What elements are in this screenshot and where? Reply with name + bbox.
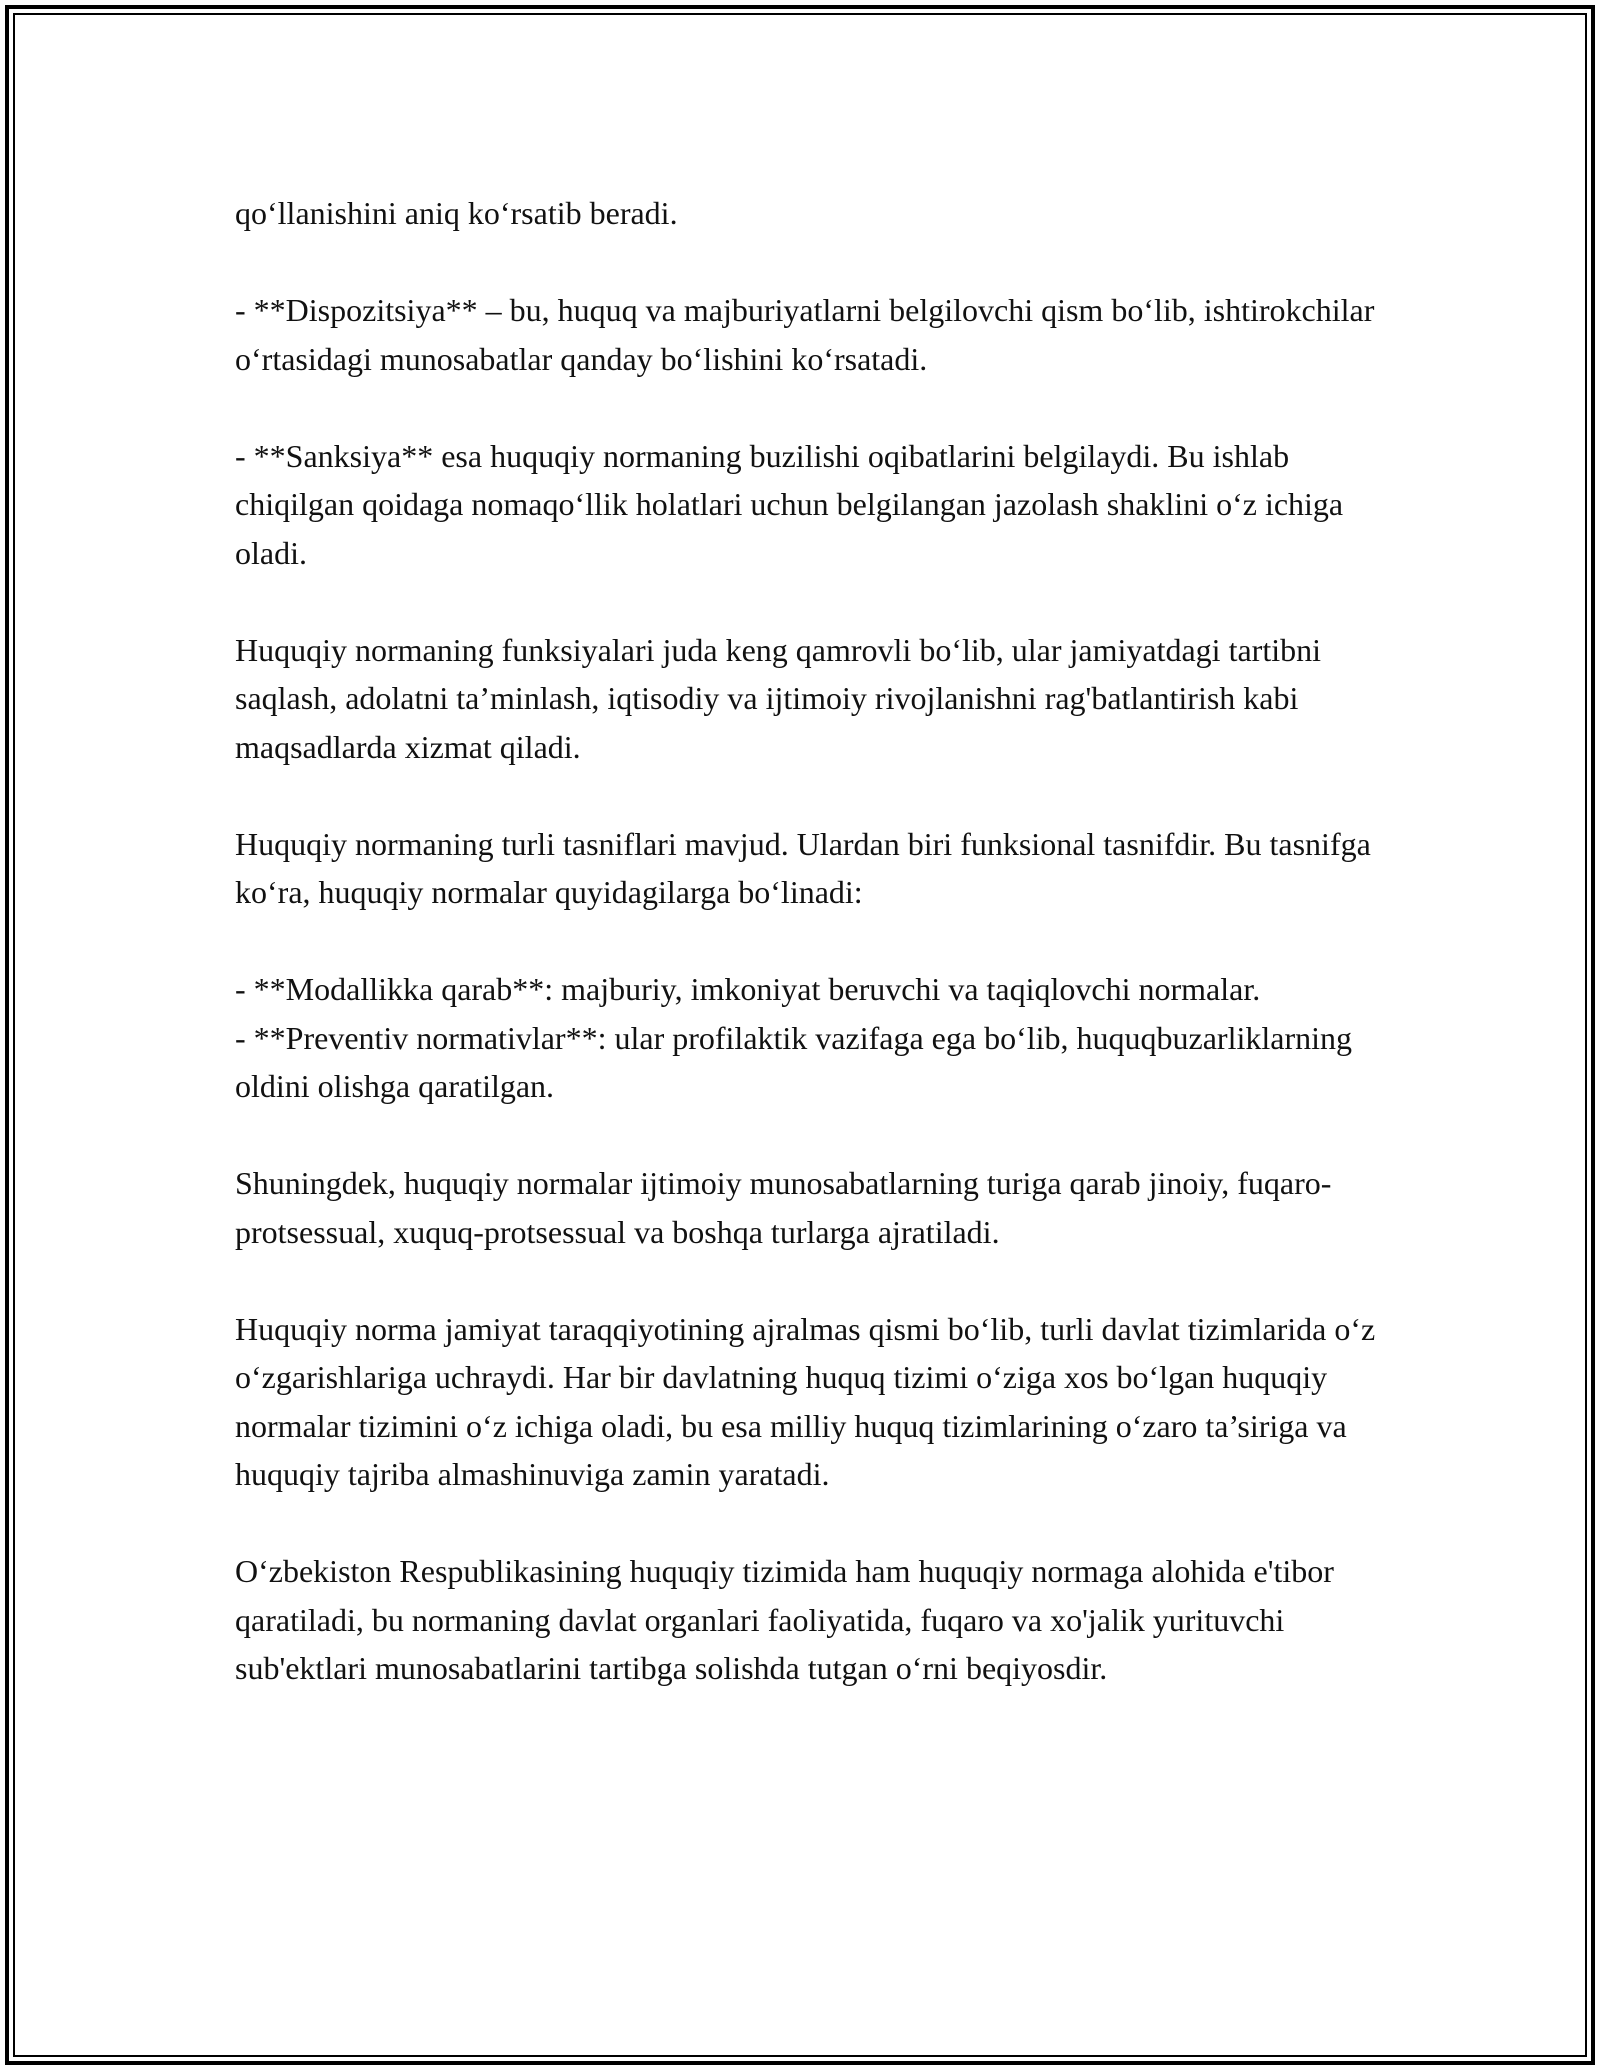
paragraph: Huquqiy normaning turli tasniflari mavjud. Ulardan biri funksional tasnifdir. Bu tasnifga ko‘ra, huquqiy normalar quyidagilarga bo‘linadi:: [235, 825, 1371, 910]
paragraph: qo‘llanishini aniq ko‘rsatib beradi.: [235, 195, 678, 231]
paragraph: O‘zbekiston Respublikasining huquqiy tizimida ham huquqiy normaga alohida e'tibor qaratiladi, bu normaning davlat organlari faoliyatida, fuqaro va xo'jalik yurituvchi sub'ektlari munosabatlarini tartibga solishda tutgan o‘rni beqiyosdir.: [235, 1553, 1334, 1686]
list-item: - **Modallikka qarab**: majburiy, imkoniyat beruvchi va taqiqlovchi normalar.: [235, 971, 1261, 1007]
paragraph: - **Dispozitsiya** – bu, huquq va majburiyatlarni belgilovchi qism bo‘lib, ishtirokchilar o‘rtasidagi munosabatlar qanday bo‘lishini ko‘rsatadi.: [235, 292, 1375, 377]
paragraph: - **Sanksiya** esa huquqiy normaning buzilishi oqibatlarini belgilaydi. Bu ishlab chiqilgan qoidaga nomaqo‘llik holatlari uchun belgilangan jazolash shaklini o‘z ichiga oladi.: [235, 437, 1344, 571]
list-item: - **Preventiv normativlar**: ular profilaktik vazifaga ega bo‘lib, huquqbuzarliklarning oldini olishga qaratilgan.: [235, 1019, 1352, 1104]
paragraph: Huquqiy normaning funksiyalari juda keng qamrovli bo‘lib, ular jamiyatdagi tartibni saqlash, adolatni ta’minlash, iqtisodiy va ijtimoiy rivojlanishni rag'batlantirish kabi maqsadlarda xizmat qiladi.: [235, 631, 1321, 765]
document-body: [235, 189, 1380, 1741]
paragraph: Shuningdek, huquqiy normalar ijtimoiy munosabatlarning turiga qarab jinoiy, fuqaro-protsessual, xuquq-protsessual va boshqa turlarga ajratiladi.: [235, 1165, 1332, 1250]
paragraph: Huquqiy norma jamiyat taraqqiyotining ajralmas qismi bo‘lib, turli davlat tizimlarida o‘z o‘zgarishlariga uchraydi. Har bir davlatning huquq tizimi o‘ziga xos bo‘lgan huquqiy normalar tizimini o‘z ichiga oladi, bu esa milliy huquq tizimlarining o‘zaro ta’siriga va huquqiy tajriba almashinuviga zamin yaratadi.: [235, 1310, 1376, 1492]
